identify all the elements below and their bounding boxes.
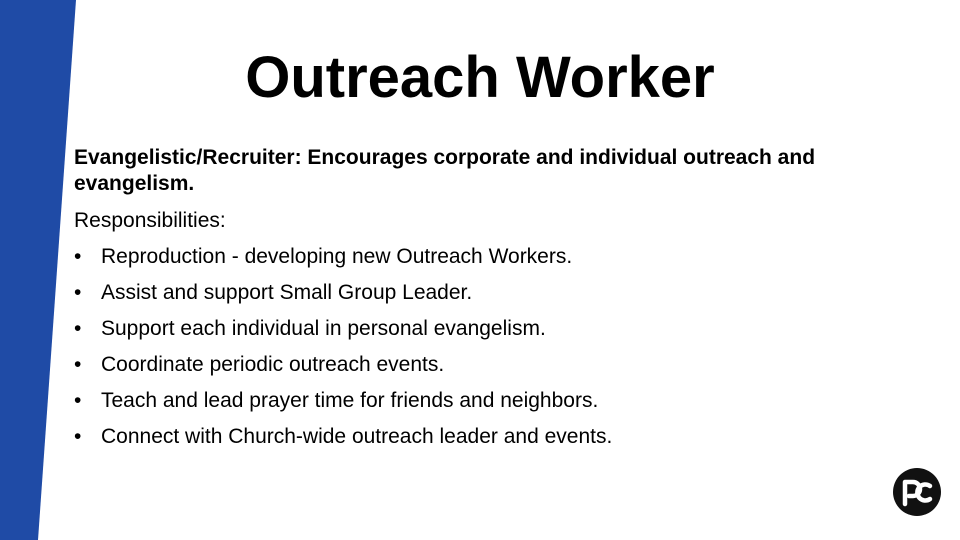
list-item-text: Support each individual in personal evangelism. — [101, 317, 546, 340]
role-description: Evangelistic/Recruiter: Encourages corporate and individual outreach and evangelism. — [74, 146, 816, 195]
responsibilities-list — [74, 239, 894, 455]
bullet: • — [74, 281, 82, 304]
list-item-text: Coordinate periodic outreach events. — [101, 353, 445, 376]
bullet: • — [74, 245, 82, 268]
side-band-shape — [0, 0, 76, 540]
list-item — [74, 383, 894, 419]
list-item — [74, 419, 894, 455]
slide-content — [74, 145, 894, 455]
list-item — [74, 239, 894, 275]
pc-logo-icon — [893, 468, 941, 516]
bullet: • — [74, 389, 82, 412]
slide-title: Outreach Worker — [245, 45, 715, 110]
list-item-text: Teach and lead prayer time for friends and neighbors. — [101, 389, 599, 412]
list-item-text: Reproduction - developing new Outreach Workers. — [101, 245, 573, 268]
list-item — [74, 347, 894, 383]
bullet: • — [74, 353, 82, 376]
list-item-text: Connect with Church-wide outreach leader and events. — [101, 425, 613, 448]
list-item — [74, 311, 894, 347]
list-item — [74, 275, 894, 311]
bullet: • — [74, 317, 82, 340]
side-band-decoration — [0, 0, 80, 540]
list-item-text: Assist and support Small Group Leader. — [101, 281, 473, 304]
bullet: • — [74, 425, 82, 448]
responsibilities-heading: Responsibilities: — [74, 209, 226, 232]
